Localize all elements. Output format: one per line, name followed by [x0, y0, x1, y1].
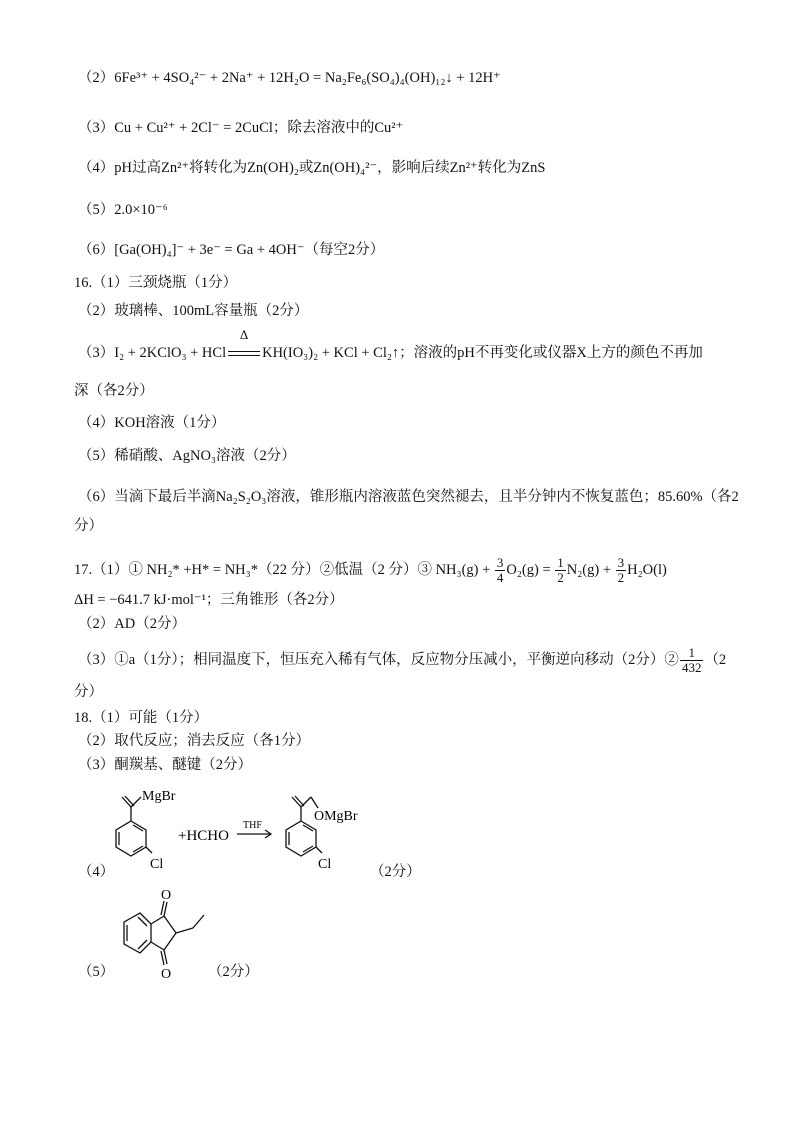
mgbr-label: MgBr [142, 789, 176, 804]
answer-text: （2 [704, 651, 727, 668]
oxygen-label: O [161, 967, 172, 982]
equation-part: O₂(g) = [506, 561, 555, 578]
indanedione-structure [100, 882, 220, 982]
answer-text: [Ga(OH)₄]⁻ + 3e⁻ = Ga + 4OH⁻（每空2分） [114, 242, 385, 258]
answer-line-q16-2: （2）玻璃棒、100mL容量瓶（2分） [78, 303, 309, 319]
fraction: $\frac{1}{432}$ [681, 645, 702, 675]
chlorine-label: Cl [150, 857, 164, 872]
answer-line-q18-4-number: （4） [78, 864, 115, 880]
answer-line-q17-3-cont: 分） [74, 684, 103, 700]
answer-text: （3）①a（1分）；相同温度下，恒压充入稀有气体，反应物分压减小，平衡逆向移动（2分）② [78, 651, 679, 668]
item-number: （4） [78, 160, 115, 176]
equation: Cu + Cu²⁺ + 2Cl⁻ = 2CuCl；除去溶液中的Cu²⁺ [114, 120, 404, 136]
item-number: （5） [78, 202, 115, 218]
fraction: $\frac{3}{2}$ [617, 555, 625, 585]
score-note: （2分） [208, 964, 259, 980]
answer-line-q16-4: （4）KOH溶液（1分） [78, 415, 226, 431]
oxygen-label: O [161, 888, 172, 903]
answer-line-q15-4 [78, 158, 545, 178]
answer-line-q16-3-cont: 深（各2分） [74, 383, 154, 399]
delta-symbol: Δ [239, 327, 249, 342]
answer-text: pH过高Zn²⁺将转化为Zn(OH)₂或Zn(OH)₄²⁻，影响后续Zn²⁺转化为ZnS [114, 160, 546, 176]
equation-part: H₂O(l) [627, 561, 667, 578]
answer-line-q17-2: （2）AD（2分） [78, 616, 186, 632]
answer-line-q16-6-cont: 分） [74, 518, 103, 534]
answer-line-q17-1 [74, 556, 667, 585]
answer-line-q18-1: 18.（1）可能（1分） [74, 710, 209, 726]
answer-line-q16-5: （5）稀硝酸、AgNO₃溶液（2分） [78, 448, 296, 464]
omgbr-label: OMgBr [314, 809, 358, 824]
chlorine-label: Cl [318, 857, 332, 872]
equation-left: （3）I₂ + 2KClO₃ + HCl [78, 345, 227, 361]
answer-line-q16-1: 16.（1）三颈烧瓶（1分） [74, 275, 238, 291]
reaction-scheme [100, 780, 370, 880]
answer-line-q15-5 [78, 200, 168, 220]
solvent-label: THF [243, 820, 262, 831]
item-number: （3） [78, 120, 115, 136]
equation: 6Fe³⁺ + 4SO₄²⁻ + 2Na⁺ + 12H₂O = Na₂Fe₆(SO₄)₄(OH)₁₂↓ + 12H⁺ [114, 70, 501, 86]
fraction: $\frac{1}{2}$ [557, 555, 564, 585]
answer-line-q18-5-number: （5） [78, 964, 115, 980]
answer-line-q16-6: （6）当滴下最后半滴Na₂S₂O₃溶液，锥形瓶内溶液蓝色突然褪去，且半分钟内不恢复蓝色；85.60%（各2 [78, 489, 739, 505]
equation-part: N₂(g) + [566, 561, 615, 578]
item-number: （2） [78, 70, 115, 86]
item-number: （6） [78, 242, 115, 258]
formaldehyde-label: +HCHO [178, 828, 229, 844]
answer-text: 2.0×10⁻⁶ [114, 202, 168, 218]
equation-right: KH(IO₃)₂ + KCl + Cl₂↑；溶液的pH不再变化或仪器X上方的颜色不再加 [262, 345, 703, 361]
answer-line-q17-1-cont: ΔH = −641.7 kJ·mol⁻¹；三角锥形（各2分） [74, 592, 344, 608]
answer-line-q17-3 [78, 646, 726, 675]
answer-line-q16-3 [78, 327, 703, 363]
answer-line-q15-6 [78, 240, 384, 260]
heat-equals-sign [226, 327, 262, 363]
fraction: $\frac{3}{4}$ [496, 555, 504, 585]
equation-part: 17.（1）① NH₂* +H* = NH₃*（22 分）②低温（2 分）③ NH₃(g) + [74, 561, 494, 578]
score-note: （2分） [370, 864, 421, 880]
answer-line-q15-2 [78, 68, 501, 88]
answer-line-q18-2: （2）取代反应；消去反应（各1分） [78, 733, 310, 749]
answer-line-q18-3: （3）酮羰基、醚键（2分） [78, 757, 252, 773]
answer-line-q15-3 [78, 118, 403, 138]
